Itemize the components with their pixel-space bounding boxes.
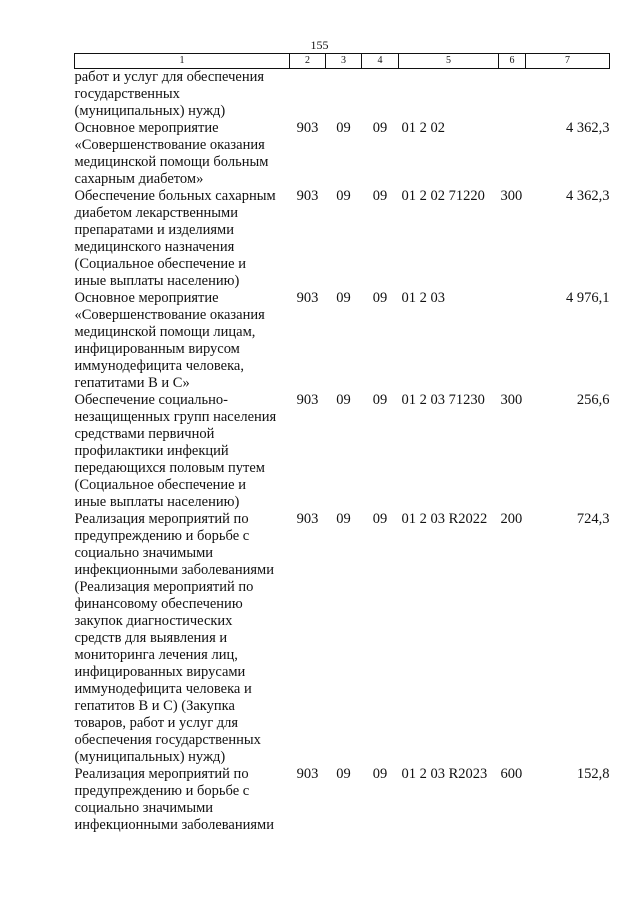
- row-target-code: 01 2 03 R2022: [401, 511, 488, 527]
- column-header-6: 6: [499, 54, 526, 69]
- budget-table: [74, 53, 610, 834]
- table-header: [75, 54, 610, 69]
- column-header-2: 2: [290, 54, 326, 69]
- row-grbs: 903: [296, 766, 319, 782]
- table-row: [75, 511, 610, 766]
- row-amount: 4 362,3: [566, 120, 610, 136]
- row-expense-type: 600: [500, 766, 523, 782]
- table-body: [75, 69, 610, 835]
- row-grbs: [290, 69, 326, 121]
- row-target-code: 01 2 02 71220: [401, 188, 485, 204]
- row-name: Основное мероприятие «Совершенствование оказания медицинской помощи лицам, инфицированным вирусом иммунодефицита человека, гепатитами В и С»: [74, 290, 265, 391]
- column-header-3: 3: [326, 54, 362, 69]
- row-name: Основное мероприятие «Совершенствование оказания медицинской помощи больным сахарным диабетом»: [74, 120, 269, 187]
- row-section: [326, 69, 362, 121]
- row-amount: 4 362,3: [566, 188, 610, 204]
- row-amount: [526, 69, 610, 121]
- column-header-7: 7: [526, 54, 610, 69]
- row-expense-type: 200: [500, 511, 523, 527]
- column-header-4: 4: [362, 54, 399, 69]
- row-amount: 152,8: [576, 766, 610, 782]
- row-target-code: 01 2 03: [401, 290, 445, 306]
- row-section: 09: [336, 392, 351, 408]
- row-target-code: 01 2 02: [401, 120, 445, 136]
- table-row: [75, 290, 610, 392]
- row-subsection: 09: [372, 392, 388, 408]
- page-number: 155: [310, 38, 329, 52]
- table-row: [75, 69, 610, 121]
- column-header-1: 1: [75, 54, 290, 69]
- column-header-5: 5: [399, 54, 499, 69]
- row-section: 09: [336, 188, 351, 204]
- row-amount: 256,6: [576, 392, 610, 408]
- row-grbs: 903: [296, 188, 319, 204]
- row-grbs: 903: [296, 511, 319, 527]
- row-grbs: 903: [296, 392, 319, 408]
- row-subsection: 09: [372, 290, 388, 306]
- row-expense-type: 300: [500, 188, 523, 204]
- table-row: [75, 766, 610, 834]
- row-grbs: 903: [296, 120, 319, 136]
- row-expense-type: [499, 120, 526, 188]
- row-subsection: 09: [372, 188, 388, 204]
- row-target-code: [399, 69, 499, 121]
- row-grbs: 903: [296, 290, 319, 306]
- row-subsection: 09: [372, 511, 388, 527]
- row-name: Обеспечение социально- незащищенных групп населения средствами первичной профилактики инфекций передающихся половым путем (Социальное обеспечение и иные выплаты населению): [74, 392, 277, 510]
- row-target-code: 01 2 03 71230: [401, 392, 485, 408]
- row-name: Реализация мероприятий по предупреждению и борьбе с социально значимыми инфекционными заболеваниями: [74, 766, 274, 833]
- row-subsection: [362, 69, 399, 121]
- header-row: [75, 54, 610, 69]
- row-section: 09: [336, 511, 351, 527]
- row-subsection: 09: [372, 120, 388, 136]
- row-amount: 724,3: [576, 511, 610, 527]
- row-expense-type: 300: [500, 392, 523, 408]
- row-section: 09: [336, 290, 351, 306]
- row-section: 09: [336, 120, 351, 136]
- row-target-code: 01 2 03 R2023: [401, 766, 488, 782]
- row-expense-type: [499, 290, 526, 392]
- row-name: работ и услуг для обеспечения государственных (муниципальных) нужд): [74, 69, 265, 119]
- row-expense-type: [499, 69, 526, 121]
- row-section: 09: [336, 766, 351, 782]
- table-row: [75, 120, 610, 188]
- row-subsection: 09: [372, 766, 388, 782]
- row-name: Обеспечение больных сахарным диабетом лекарственными препаратами и изделиями медицинского назначения (Социальное обеспечение и иные выплаты населению): [74, 188, 276, 289]
- table-row: [75, 188, 610, 290]
- row-name: Реализация мероприятий по предупреждению и борьбе с социально значимыми инфекционными заболеваниями (Реализация мероприятий по финансовому обеспечению закупок диагностических средств для выявления и мониторинга лечения лиц, инфицированных вирусами иммунодефицита человека и гепатитов В и С) (Закупка товаров, работ и услуг для обеспечения государственных (муниципальных) нужд): [74, 511, 274, 765]
- row-amount: 4 976,1: [566, 290, 610, 306]
- table-row: [75, 392, 610, 511]
